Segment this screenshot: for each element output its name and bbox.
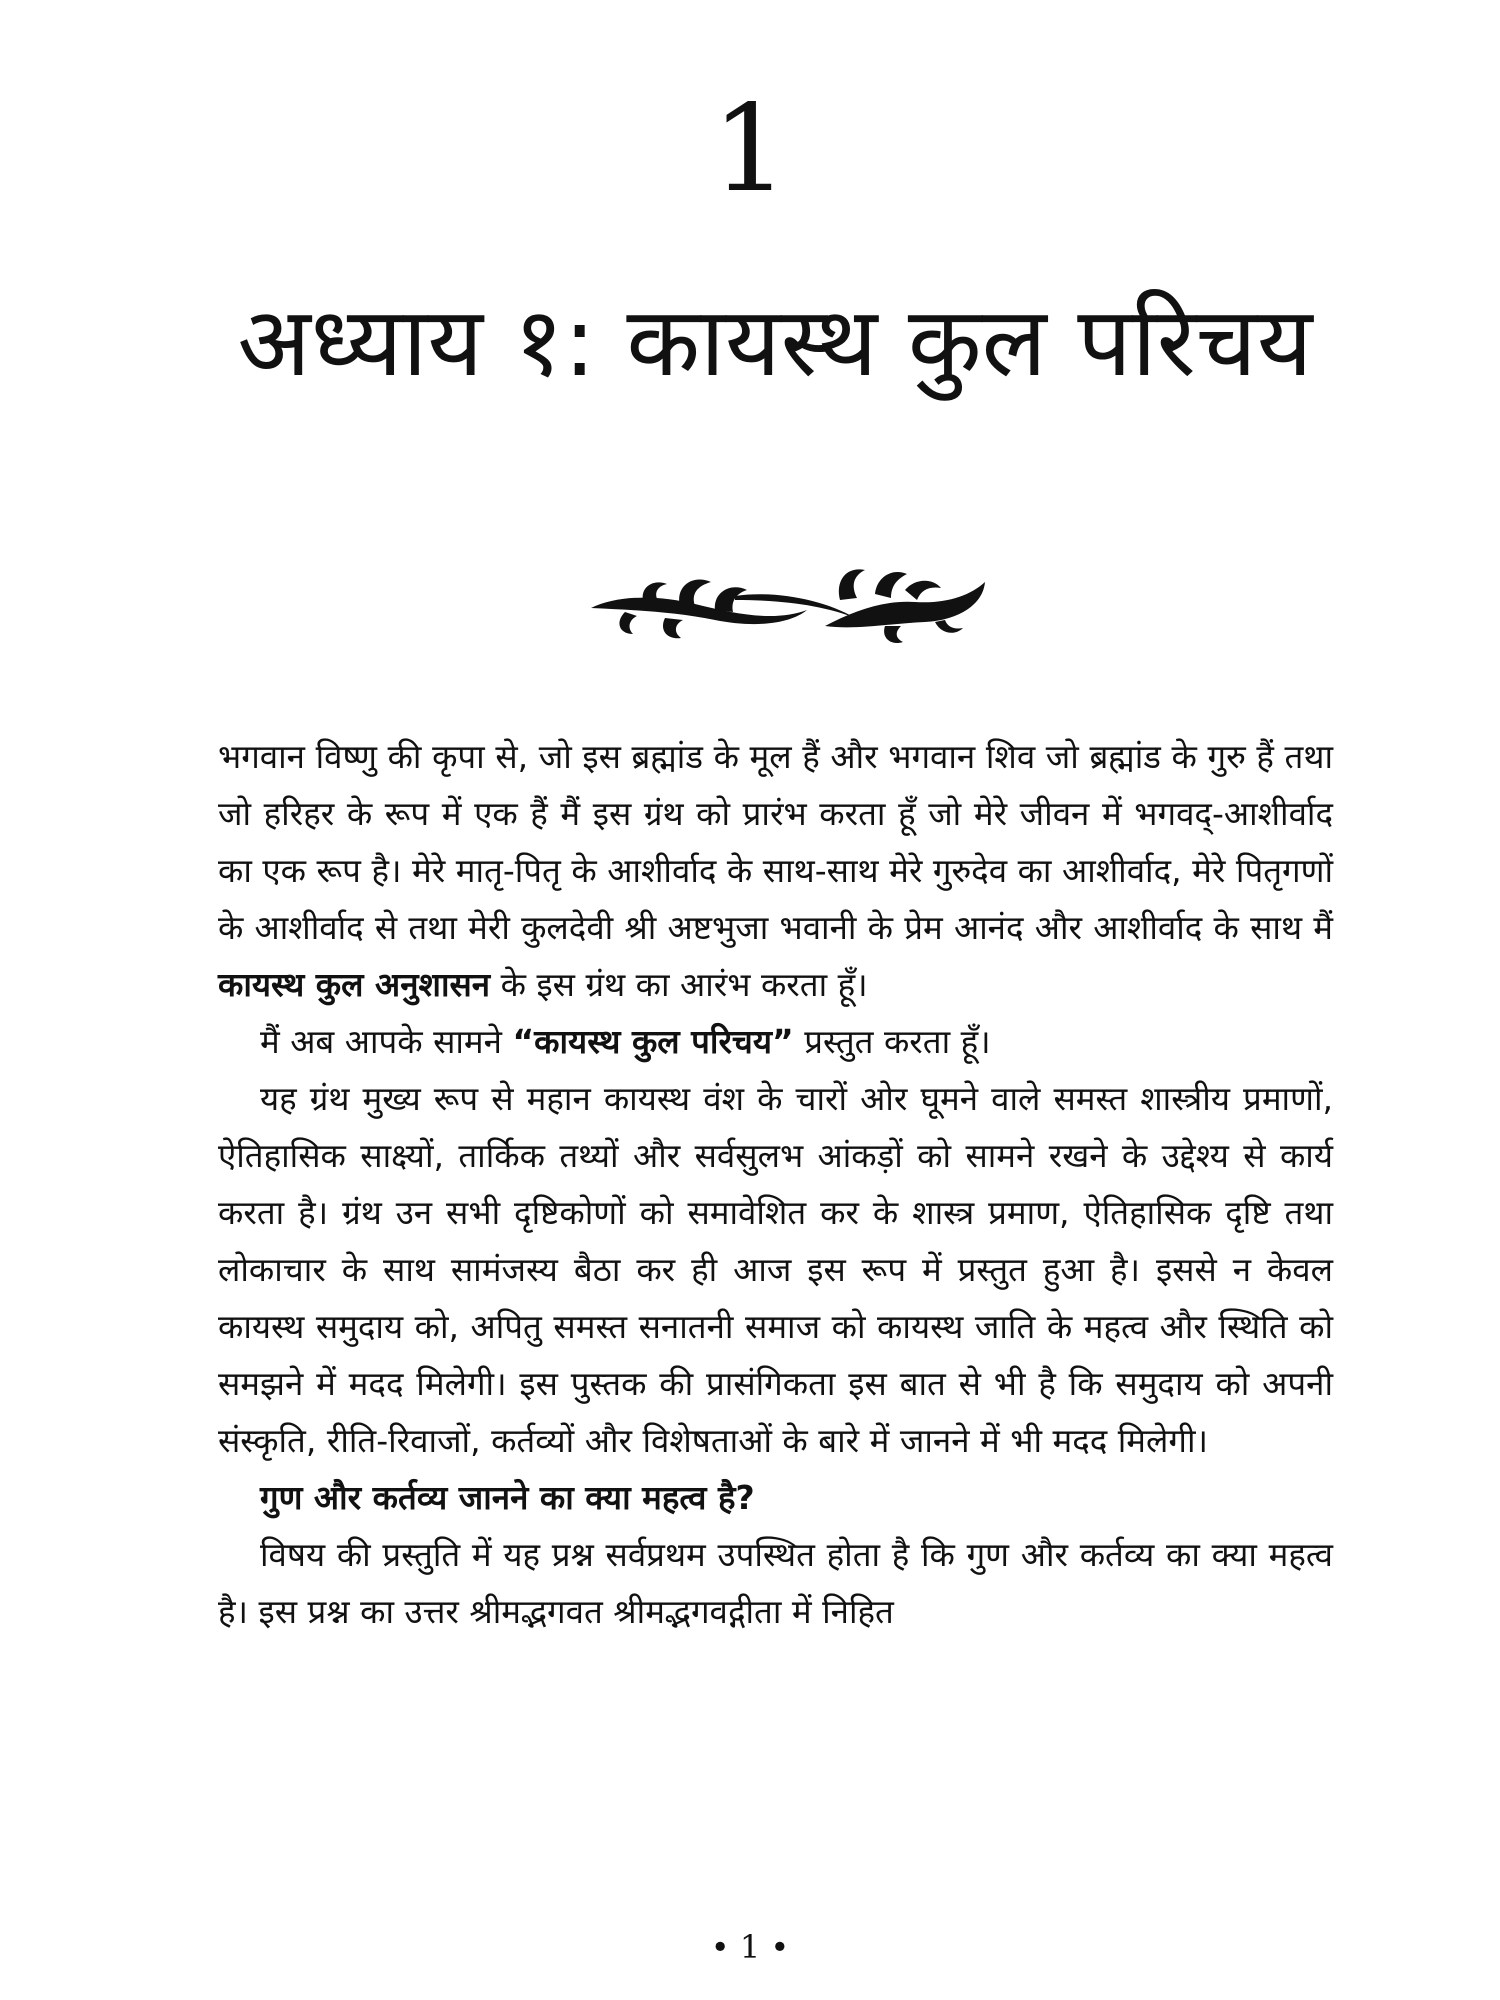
paragraph-intro xyxy=(218,728,1333,1013)
chapter-body xyxy=(218,728,1333,1640)
decorative-flourish-icon xyxy=(585,560,995,650)
chapter-number: 1 xyxy=(711,80,789,219)
page-number: • 1 • xyxy=(710,1928,790,1966)
paragraph-intro-bold: कायस्थ कुल अनुशासन xyxy=(218,965,491,1004)
section-heading: गुण और कर्तव्य जानने का क्या महत्व है? xyxy=(260,1478,755,1517)
paragraph-presentation-end: प्रस्तुत करता हूँ। xyxy=(793,1022,991,1061)
chapter-title: अध्याय १: कायस्थ कुल परिचय xyxy=(237,286,1313,398)
paragraph-purpose: यह ग्रंथ मुख्य रूप से महान कायस्थ वंश के चारों ओर घूमने वाले समस्त शास्त्रीय प्रमाणों, ऐतिहासिक साक्ष्यों, तार्किक तथ्यों और सर्वसुलभ आंकड़ों को सामने रखने के उद्देश्य से कार्य करता है। ग्रंथ उन सभी दृष्टिकोणों को समावेशित कर के शास्त्र प्रमाण, ऐतिहासिक दृष्टि तथा लोकाचार के साथ सामंजस्य बैठा कर ही आज इस रूप में प्रस्तुत हुआ है। इससे न केवल कायस्थ समुदाय को, अपितु समस्त सनातनी समाज को कायस्थ जाति के महत्व और स्थिति को समझने में मदद मिलेगी। इस पुस्तक की प्रासंगिकता इस बात से भी है कि समुदाय को अपनी संस्कृति, रीति-रिवाजों, कर्तव्यों और विशेषताओं के बारे में जानने में भी मदद मिलेगी। xyxy=(218,1079,1333,1460)
paragraph-presentation-bold: “कायस्थ कुल परिचय” xyxy=(512,1022,794,1061)
paragraph-presentation xyxy=(218,1013,1333,1070)
paragraph-intro-text: भगवान विष्णु की कृपा से, जो इस ब्रह्मांड के मूल हैं और भगवान शिव जो ब्रह्मांड के गुरु हैं तथा जो हरिहर के रूप में एक हैं मैं इस ग्रंथ को प्रारंभ करता हूँ जो मेरे जीवन में भगवद्-आशीर्वाद का एक रूप है। मेरे मातृ-पितृ के आशीर्वाद के साथ-साथ मेरे गुरुदेव का आशीर्वाद, मेरे पितृगणों के आशीर्वाद से तथा मेरी कुलदेवी श्री अष्टभुजा भवानी के प्रेम आनंद और आशीर्वाद के साथ मैं xyxy=(218,737,1333,947)
paragraph-presentation-start: मैं अब आपके सामने xyxy=(260,1022,513,1061)
paragraph-question: विषय की प्रस्तुति में यह प्रश्न सर्वप्रथम उपस्थित होता है कि गुण और कर्तव्य का क्या महत्व है। इस प्रश्न का उत्तर श्रीमद्भगवत श्रीमद्भगवद्गीता में निहित xyxy=(218,1535,1333,1631)
paragraph-intro-end: के इस ग्रंथ का आरंभ करता हूँ। xyxy=(490,965,868,1004)
